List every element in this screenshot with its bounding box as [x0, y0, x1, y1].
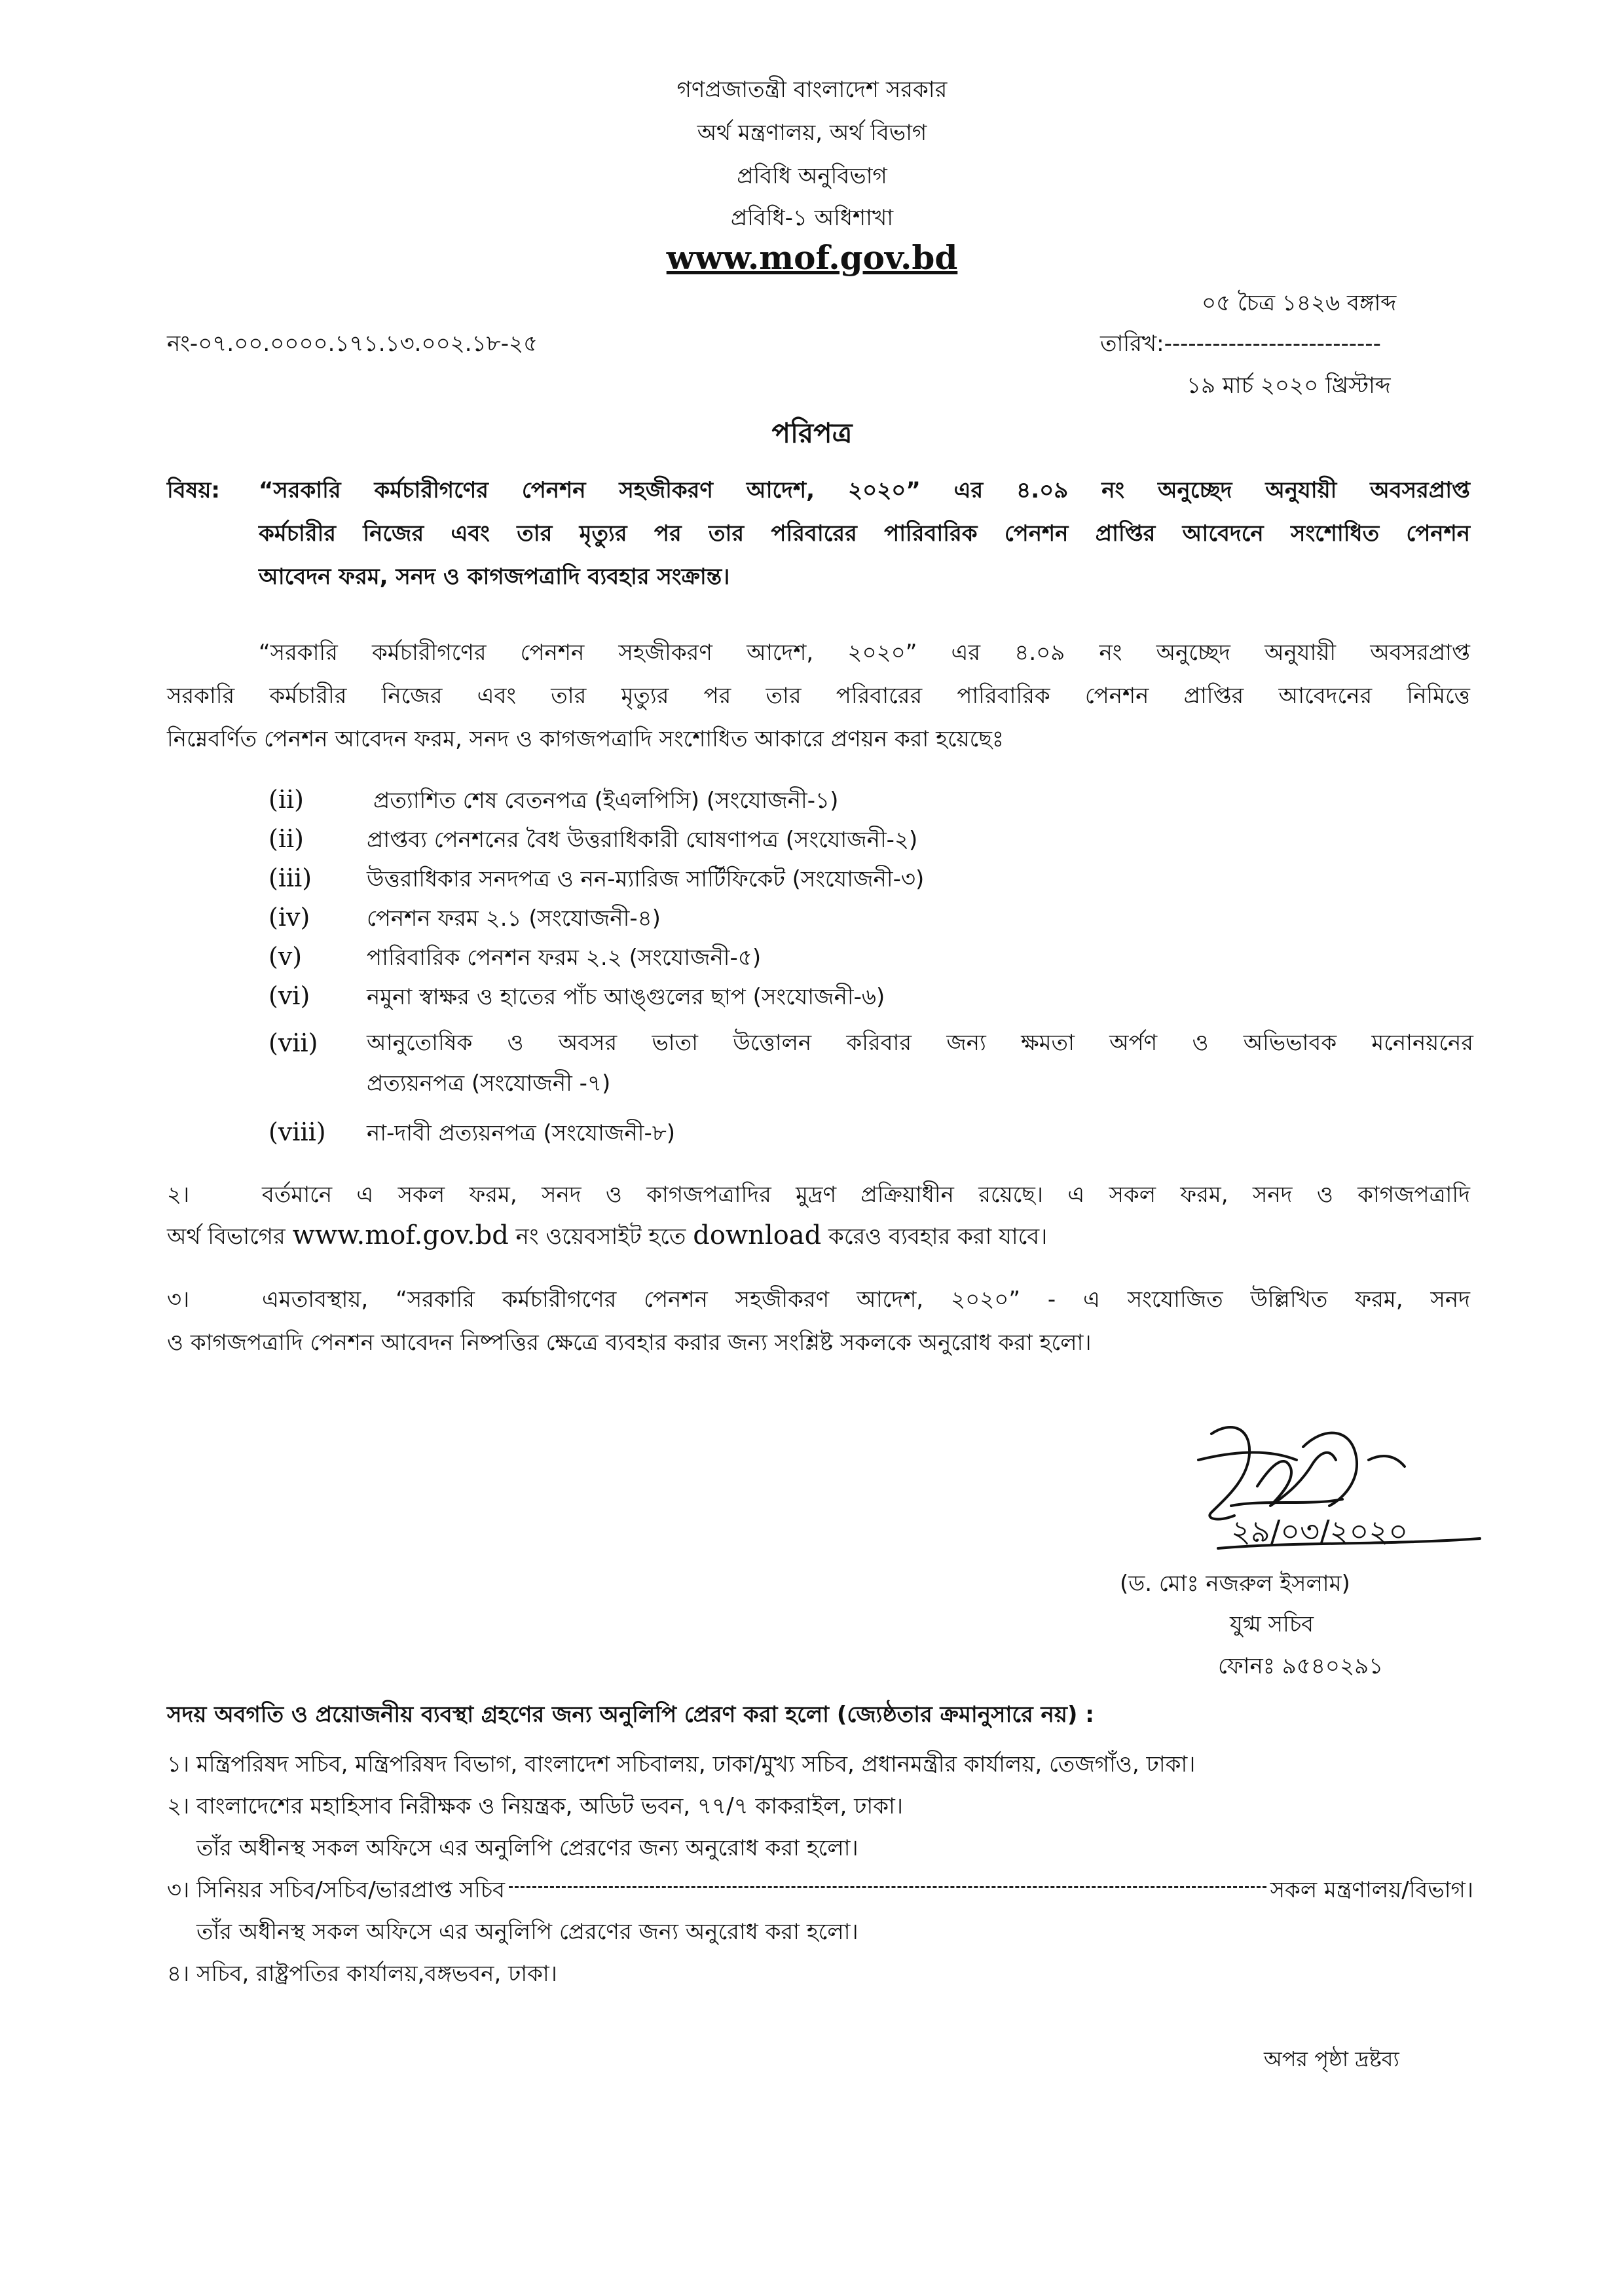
list-item	[268, 901, 1480, 935]
distribution-d3-left: ৩। সিনিয়র সচিব/সচিব/ভারপ্রাপ্ত সচিব	[167, 1877, 505, 1903]
list-item-text: নমুনা স্বাক্ষর ও হাতের পাঁচ আঙ্গুলের ছাপ (সংযোজনী-৬)	[367, 984, 885, 1010]
para2-number: ২।	[167, 1182, 190, 1208]
subject-label: বিষয়:	[167, 477, 221, 503]
list-item-text: আনুতোষিক ও অবসর ভাতা উত্তোলন করিবার জন্য ক্ষমতা অর্পণ ও অভিভাবক মনোনয়নের	[367, 1030, 1473, 1056]
list-item-number: (iii)	[268, 864, 312, 892]
list-item-number: (ii)	[268, 824, 304, 853]
para3-number: ৩।	[167, 1286, 190, 1313]
signatory-name: (ড. মোঃ নজরুল ইসলাম)	[1120, 1571, 1350, 1597]
para2-line-2	[167, 1219, 1470, 1253]
list-item-text: পারিবারিক পেনশন ফরম ২.২ (সংযোজনী-৫)	[367, 945, 762, 971]
distribution-item-note: তাঁর অধীনস্থ সকল অফিসে এর অনুলিপি প্রেরণের জন্য অনুরোধ করা হলো।	[196, 1919, 858, 1945]
list-item	[268, 783, 1480, 817]
list-item-text: প্রত্যাশিত শেষ বেতনপত্র (ইএলপিসি) (সংযোজনী-১)	[373, 788, 839, 814]
page-turn-note: অপর পৃষ্ঠা দ্রষ্টব্য	[1264, 2047, 1399, 2071]
distribution-heading: সদয় অবগতি ও প্রয়োজনীয় ব্যবস্থা গ্রহণের জন্য অনুলিপি প্রেরণ করা হলো (জ্যেষ্ঠতার ক্রমানুসারে নয়) :	[167, 1702, 1094, 1728]
list-item	[268, 1116, 1480, 1150]
distribution-item: ৪। সচিব, রাষ্ট্রপতির কার্যালয়,বঙ্গভবন, ঢাকা।	[167, 1961, 557, 1987]
date-gregorian: ১৯ মার্চ ২০২০ খ্রিস্টাব্দ	[1187, 373, 1391, 399]
header-website-link[interactable]: www.mof.gov.bd	[666, 238, 958, 277]
list-item-continuation: প্রত্যয়নপত্র (সংযোজনী -৭)	[367, 1070, 611, 1097]
signatory-phone: ফোনঃ ৯৫৪০২৯১	[1218, 1653, 1384, 1679]
date-label: তারিখ:---------------------------	[1100, 331, 1381, 357]
list-item	[268, 1027, 1480, 1061]
list-item-number: (vii)	[268, 1029, 318, 1057]
para2-text-a: অর্থ বিভাগের	[167, 1224, 286, 1250]
list-item-text: প্রাপ্তব্য পেনশনের বৈধ উত্তরাধিকারী ঘোষণাপত্র (সংযোজনী-২)	[367, 827, 918, 853]
list-item-number: (v)	[268, 942, 303, 971]
list-item	[268, 940, 1480, 974]
govt-name: গণপ্রজাতন্ত্রী বাংলাদেশ সরকার	[676, 77, 948, 103]
list-item-number: (vi)	[268, 981, 310, 1010]
intro-line-1: “সরকারি কর্মচারীগণের পেনশন সহজীকরণ আদেশ, ২০২০” এর ৪.০৯ নং অনুচ্ছেদ অনুযায়ী অবসরপ্রাপ্ত	[259, 640, 1470, 666]
dash-leader	[509, 1886, 1266, 1888]
para2-text-b: নং ওয়েবসাইট হতে	[515, 1224, 686, 1250]
signatory-designation: যুগ্ম সচিব	[1230, 1611, 1314, 1637]
distribution-d3-right: সকল মন্ত্রণালয়/বিভাগ।	[1270, 1877, 1473, 1903]
doc-title: পরিপত্র	[771, 417, 853, 449]
para2-line-1: বর্তমানে এ সকল ফরম, সনদ ও কাগজপত্রাদির মুদ্রণ প্রক্রিয়াধীন রয়েছে। এ সকল ফরম, সনদ ও কাগজপত্রাদি	[262, 1182, 1470, 1208]
intro-line-2: সরকারি কর্মচারীর নিজের এবং তার মৃত্যুর পর তার পরিবারের পারিবারিক পেনশন প্রাপ্তির আবেদনের নিমিত্তে	[167, 683, 1470, 709]
list-item-text: উত্তরাধিকার সনদপত্র ও নন-ম্যারিজ সার্টিফিকেট (সংযোজনী-৩)	[367, 866, 925, 892]
memo-number: নং-০৭.০০.০০০০.১৭১.১৩.০০২.১৮-২৫	[167, 331, 538, 357]
list-item-text: পেনশন ফরম ২.১ (সংযোজনী-৪)	[367, 905, 661, 932]
subject-line-3: আবেদন ফরম, সনদ ও কাগজপত্রাদি ব্যবহার সংক্রান্ত।	[259, 564, 730, 590]
distribution-item: ২। বাংলাদেশের মহাহিসাব নিরীক্ষক ও নিয়ন্ত্রক, অডিট ভবন, ৭৭/৭ কাকরাইল, ঢাকা।	[167, 1793, 904, 1819]
list-item	[268, 822, 1480, 856]
para2-text-c: করেও ব্যবহার করা যাবে।	[828, 1224, 1048, 1250]
para3-line-1: এমতাবস্থায়, “সরকারি কর্মচারীগণের পেনশন সহজীকরণ আদেশ, ২০২০” - এ সংযোজিত উল্লিখিত ফরম, সনদ	[262, 1286, 1470, 1313]
signature-image	[1172, 1408, 1513, 1571]
handwritten-date: ২৯/০৩/২০২০	[1231, 1514, 1409, 1549]
subject-line-2: কর্মচারীর নিজের এবং তার মৃত্যুর পর তার পরিবারের পারিবারিক পেনশন প্রাপ্তির আবেদনে সংশোধিত পেনশন	[259, 520, 1470, 547]
wing-name: প্রবিধি অনুবিভাগ	[737, 163, 887, 189]
date-bangla: ০৫ চৈত্র ১৪২৬ বঙ্গাব্দ	[1202, 290, 1397, 316]
distribution-item: ১। মন্ত্রিপরিষদ সচিব, মন্ত্রিপরিষদ বিভাগ, বাংলাদেশ সচিবালয়, ঢাকা/মুখ্য সচিব, প্রধানমন্ত্রীর কার্যালয়, তেজগাঁও, ঢাকা।	[167, 1751, 1196, 1777]
download-word: download	[693, 1220, 822, 1250]
mof-website-link[interactable]: www.mof.gov.bd	[292, 1220, 509, 1250]
ministry-name: অর্থ মন্ত্রণালয়, অর্থ বিভাগ	[697, 120, 927, 146]
list-item-number: (viii)	[268, 1118, 326, 1146]
distribution-item-note: তাঁর অধীনস্থ সকল অফিসে এর অনুলিপি প্রেরণের জন্য অনুরোধ করা হলো।	[196, 1835, 858, 1861]
list-item-number: (ii)	[268, 785, 304, 814]
branch-name: প্রবিধি-১ অধিশাখা	[730, 205, 894, 231]
list-item-number: (iv)	[268, 903, 310, 932]
distribution-item	[167, 1874, 1473, 1906]
list-item-text: না-দাবী প্রত্যয়নপত্র (সংযোজনী-৮)	[367, 1120, 676, 1146]
intro-line-3: নিম্নেবর্ণিত পেনশন আবেদন ফরম, সনদ ও কাগজপত্রাদি সংশোধিত আকারে প্রণয়ন করা হয়েছেঃ	[167, 726, 1005, 752]
list-item	[268, 862, 1480, 896]
subject-line-1: “সরকারি কর্মচারীগণের পেনশন সহজীকরণ আদেশ, ২০২০” এর ৪.০৯ নং অনুচ্ছেদ অনুযায়ী অবসরপ্রাপ্ত	[259, 477, 1470, 503]
list-item	[268, 979, 1480, 1013]
para3-line-2: ও কাগজপত্রাদি পেনশন আবেদন নিষ্পত্তির ক্ষেত্রে ব্যবহার করার জন্য সংশ্লিষ্ট সকলকে অনুরোধ করা হলো।	[167, 1330, 1092, 1356]
